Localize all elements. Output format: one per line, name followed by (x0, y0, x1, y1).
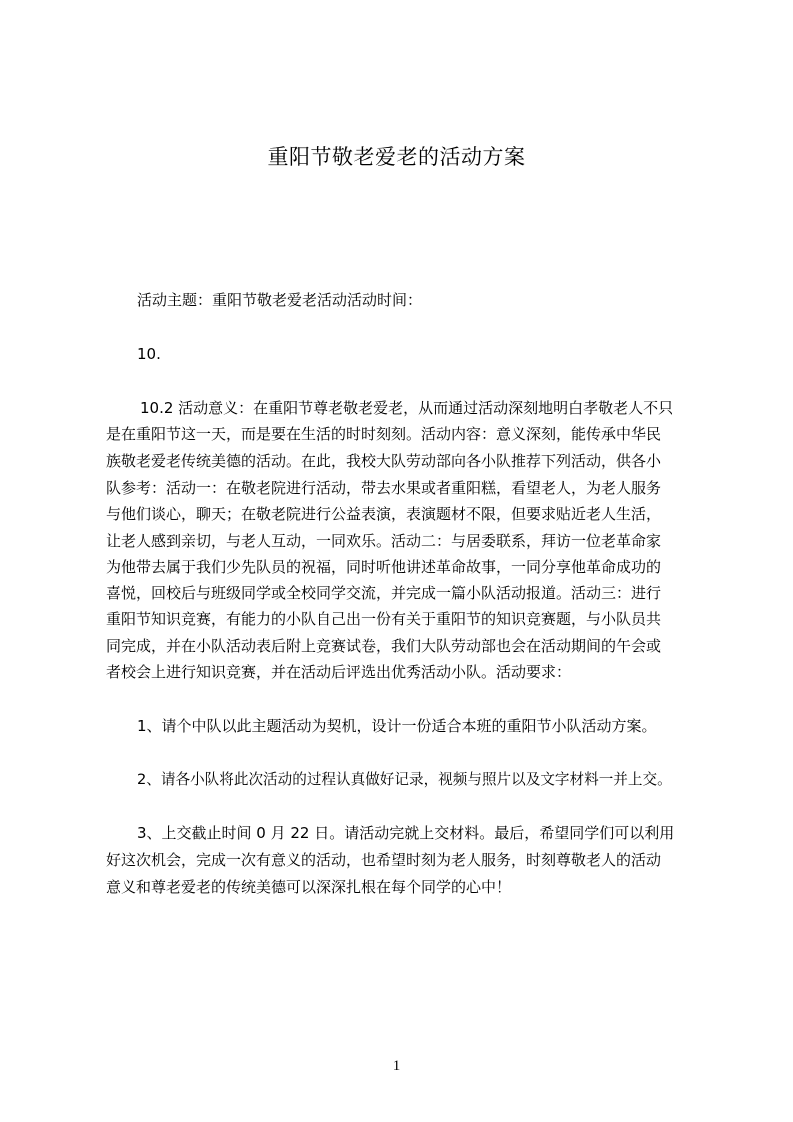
body-line: 与他们谈心，聊天；在敬老院进行公益表演，表演题材不限，但要求贴近老人生活， (106, 505, 662, 523)
body-line: 是在重阳节这一天，而是要在生活的时时刻刻。活动内容：意义深刻，能传承中华民 (106, 425, 662, 443)
body-line: 同完成，并在小队活动表后附上竞赛试卷，我们大队劳动部也会在活动期间的午会或 (106, 637, 662, 655)
date-line: 10. (137, 345, 161, 363)
body-line: 让老人感到亲切，与老人互动，一同欢乐。活动二：与居委联系，拜访一位老革命家 (106, 532, 662, 550)
body-line: 为他带去属于我们少先队员的祝福，同时听他讲述革命故事，一同分享他革命成功的 (106, 558, 662, 576)
requirement-3-line: 意义和尊老爱老的传统美德可以深深扎根在每个同学的心中！ (106, 878, 512, 896)
body-line: 10.2 活动意义：在重阳节尊老敬老爱老，从而通过活动深刻地明白孝敬老人不只 (140, 399, 674, 417)
body-line: 喜悦，回校后与班级同学或全校同学交流，并完成一篇小队活动报道。活动三：进行 (106, 584, 662, 602)
requirement-3-line: 3、上交截止时间 0 月 22 日。请活动完就上交材料。最后，希望同学们可以利用 (137, 824, 675, 842)
requirement-1: 1、请个中队以此主题活动为契机，设计一份适合本班的重阳节小队活动方案。 (137, 717, 657, 735)
body-line: 者校会上进行知识竞赛，并在活动后评选出优秀活动小队。活动要求： (106, 663, 572, 681)
theme-line: 活动主题：重阳节敬老爱老活动活动时间： (137, 291, 423, 309)
requirement-3-line: 好这次机会，完成一次有意义的活动，也希望时刻为老人服务，时刻尊敬老人的活动 (106, 851, 662, 869)
page-number: 1 (392, 1058, 401, 1074)
body-line: 族敬老爱老传统美德的活动。在此，我校大队劳动部向各小队推荐下列活动，供各小 (106, 452, 662, 470)
document-title: 重阳节敬老爱老的活动方案 (267, 145, 526, 169)
body-line: 重阳节知识竞赛，有能力的小队自己出一份有关于重阳节的知识竞赛题，与小队员共 (106, 610, 662, 628)
requirement-2: 2、请各小队将此次活动的过程认真做好记录，视频与照片以及文字材料一并上交。 (137, 771, 672, 788)
body-line: 队参考：活动一：在敬老院进行活动，带去水果或者重阳糕，看望老人，为老人服务 (106, 479, 662, 497)
